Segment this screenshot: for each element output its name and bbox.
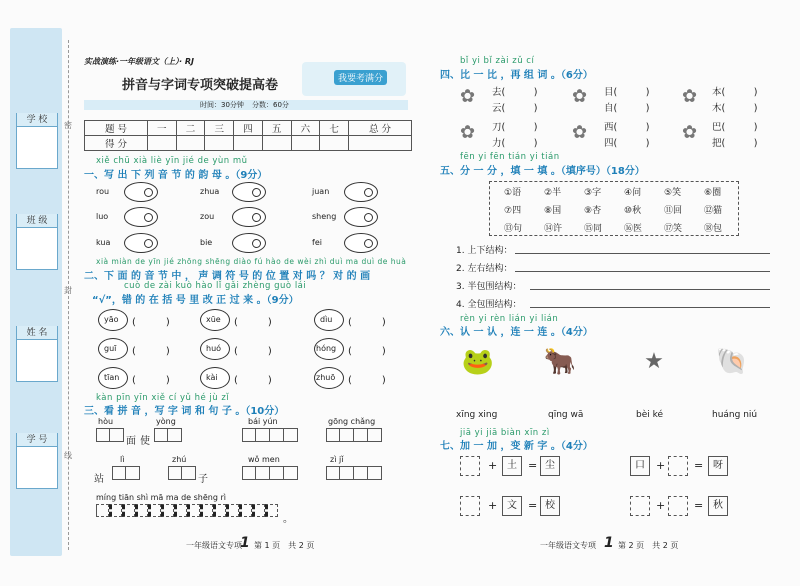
q1-title: 一、写 出 下 列 音 节 的 韵 母 。（9分） xyxy=(84,170,268,181)
student-id-label: 学 号 xyxy=(17,433,57,447)
blank-box[interactable] xyxy=(460,456,480,476)
answer-egg[interactable] xyxy=(344,233,378,253)
char-item: ①语 xyxy=(504,188,522,198)
equals-sign: = xyxy=(694,499,704,512)
blank-box[interactable] xyxy=(460,496,480,516)
table-cell: 总 分 xyxy=(348,121,411,136)
plus-sign: + xyxy=(656,499,666,512)
footer-title: 一年级语文专项 xyxy=(186,541,242,550)
q2-item: dìu xyxy=(320,315,333,324)
q2-answer[interactable]: ( ) xyxy=(132,346,170,357)
q2-answer[interactable]: ( ) xyxy=(234,375,272,386)
q1-pinyin: xiě chū xià liè yīn jié de yùn mǔ xyxy=(96,156,248,166)
equals-sign: = xyxy=(528,499,538,512)
time-label: 时间：30分钟 xyxy=(200,101,244,109)
writing-grid[interactable] xyxy=(96,428,124,442)
q3-char: 子 xyxy=(198,474,208,485)
q7-title: 七、加 一 加 ，变 新 字 。（4分） xyxy=(440,441,593,452)
plus-sign: + xyxy=(488,459,498,472)
table-cell: 题 号 xyxy=(85,121,148,136)
q2-pinyin: xià miàn de yīn jié zhōng shēng diào fú hào de wèi zhì duì ma duì de huà xyxy=(96,257,407,266)
q2-answer[interactable]: ( ) xyxy=(348,317,386,328)
q3-pinyin-word: zì jǐ xyxy=(330,455,344,464)
score-label: 分数：60分 xyxy=(252,101,289,109)
q2-answer[interactable]: ( ) xyxy=(234,317,272,328)
q2-answer[interactable]: ( ) xyxy=(132,375,170,386)
q3-pinyin-word: hòu xyxy=(98,417,114,426)
q4-item[interactable]: 本( ) xyxy=(712,87,758,98)
char-item: ⑪回 xyxy=(664,206,683,216)
info-bar xyxy=(84,100,408,110)
score-cell[interactable] xyxy=(147,136,176,151)
q3-pinyin-word: wǒ men xyxy=(248,455,280,464)
answer-line[interactable] xyxy=(515,244,770,254)
q2-answer[interactable]: ( ) xyxy=(348,346,386,357)
q4-item[interactable]: 自( ) xyxy=(604,103,650,114)
flower-icon: ✿ xyxy=(460,86,476,107)
answer-egg[interactable] xyxy=(232,207,266,227)
table-cell: 六 xyxy=(291,121,320,136)
table-cell: 一 xyxy=(147,121,176,136)
q4-item[interactable]: 把( ) xyxy=(712,138,758,149)
blank-box[interactable] xyxy=(630,496,650,516)
seal-char: 封 xyxy=(64,286,72,295)
table-cell: 三 xyxy=(205,121,234,136)
q6-title: 六、认 一 认 ，连 一 连 。（4分） xyxy=(440,327,593,338)
q4-item[interactable]: 去( ) xyxy=(492,87,538,98)
pinyin-label[interactable]: xīng xing xyxy=(456,410,498,420)
score-cell[interactable] xyxy=(262,136,291,151)
q3-pinyin-word: gōng chǎng xyxy=(328,417,376,426)
flower-icon: ✿ xyxy=(572,122,588,143)
footer-page: 第 2 页 共 2 页 xyxy=(618,541,679,550)
given-char: 口 xyxy=(630,456,650,476)
answer-egg[interactable] xyxy=(232,182,266,202)
score-cell[interactable] xyxy=(320,136,349,151)
plus-sign: + xyxy=(488,499,498,512)
plus-sign: + xyxy=(656,459,666,472)
q1-item: sheng xyxy=(312,212,337,221)
class-label: 班 级 xyxy=(17,214,57,228)
q4-title: 四、比 一 比 ，再 组 词 。（6分） xyxy=(440,70,593,81)
writing-grid[interactable] xyxy=(242,428,298,442)
char-item: ⑮同 xyxy=(584,224,603,234)
q2-item: yāo xyxy=(104,315,119,324)
answer-egg[interactable] xyxy=(124,182,158,202)
char-item: ⑯医 xyxy=(624,224,643,234)
writing-grid[interactable] xyxy=(154,428,182,442)
q3-pinyin-word: yòng xyxy=(156,417,176,426)
q6-pinyin: rèn yi rèn lián yi lián xyxy=(460,314,559,324)
q3-char: 面 xyxy=(126,436,136,447)
q2-answer[interactable]: ( ) xyxy=(348,375,386,386)
q3-pinyin-word: bái yún xyxy=(248,417,278,426)
q1-item: luo xyxy=(96,212,109,221)
blank-box[interactable] xyxy=(668,456,688,476)
shell-icon: 🐚 xyxy=(715,347,749,377)
q3-pinyin: kàn pīn yīn xiě cí yǔ hé jù zǐ xyxy=(96,393,230,403)
writing-grid[interactable] xyxy=(326,466,382,480)
flower-icon: ✿ xyxy=(682,122,698,143)
series-label: 实战演练·一年级语文（上）· RJ xyxy=(84,57,194,66)
banner-label: 我要考满分 xyxy=(334,70,387,85)
ox-icon: 🐂 xyxy=(543,347,577,377)
q2-item: xūe xyxy=(206,315,221,324)
char-item: ⑭许 xyxy=(544,224,563,234)
answer-label: 2. 左右结构： xyxy=(456,264,513,274)
q2-answer[interactable]: ( ) xyxy=(234,346,272,357)
answer-line[interactable] xyxy=(530,280,770,290)
q3-title: 三、看 拼 音 ，写 字 词 和 句 子 。（10分） xyxy=(84,406,285,417)
school-label: 学 校 xyxy=(17,113,57,127)
q5-pinyin: fēn yi fēn tián yi tián xyxy=(460,152,560,162)
char-item: ⑥圈 xyxy=(704,188,722,198)
footer-page: 第 1 页 共 2 页 xyxy=(254,541,315,550)
given-char: 土 xyxy=(502,456,522,476)
q4-item[interactable]: 西( ) xyxy=(604,122,650,133)
pinyin-label[interactable]: huáng niú xyxy=(712,410,758,420)
answer-egg[interactable] xyxy=(124,207,158,227)
answer-egg[interactable] xyxy=(344,182,378,202)
q2-answer[interactable]: ( ) xyxy=(132,317,170,328)
writing-grid[interactable] xyxy=(326,428,382,442)
char-item: ⑧国 xyxy=(544,206,562,216)
q1-item: bie xyxy=(200,238,213,247)
q4-item[interactable]: 四( ) xyxy=(604,138,650,149)
table-cell: 得 分 xyxy=(85,136,148,151)
q7-pinyin: jiā yi jiā biàn xīn zì xyxy=(460,428,550,438)
q4-item[interactable]: 目( ) xyxy=(604,87,650,98)
result-char: 呀 xyxy=(708,456,728,476)
char-item: ③字 xyxy=(584,188,602,198)
page-title: 拼音与字词专项突破提高卷 xyxy=(122,78,279,93)
q4-pinyin: bǐ yi bǐ zài zǔ cí xyxy=(460,56,535,66)
char-item: ④问 xyxy=(624,188,642,198)
equals-sign: = xyxy=(528,459,538,472)
char-item: ⑤笑 xyxy=(664,188,682,198)
footer-number: 1 xyxy=(240,535,250,551)
answer-label: 3. 半包围结构： xyxy=(456,282,522,292)
q3-char: 使 xyxy=(140,436,150,447)
q1-item: zhua xyxy=(200,187,220,196)
table-cell: 七 xyxy=(320,121,349,136)
score-table xyxy=(84,120,412,151)
char-item: ⑰笑 xyxy=(664,224,683,234)
q2-item: huó xyxy=(206,344,222,353)
answer-label: 1. 上下结构： xyxy=(456,246,513,256)
writing-grid[interactable] xyxy=(168,466,196,480)
student-id-field[interactable] xyxy=(16,433,58,489)
answer-egg[interactable] xyxy=(232,233,266,253)
q1-item: fei xyxy=(312,238,322,247)
char-item: ⑬句 xyxy=(504,224,523,234)
q2-title: 二、下 面 的 音 节 中 ， 声 调 符 号 的 位 置 对 吗 ？ 对 的 画 xyxy=(84,271,371,282)
frog-icon: 🐸 xyxy=(461,347,495,377)
q2-item: tīan xyxy=(104,373,120,382)
q3-pinyin-word: lì xyxy=(120,455,125,464)
q2-title-2: “√”，错 的 在 括 号 里 改 正 过 来 。（9分） xyxy=(92,295,299,306)
q4-item[interactable]: 力( ) xyxy=(492,138,538,149)
result-char: 尘 xyxy=(540,456,560,476)
sentence-grid[interactable] xyxy=(96,504,278,517)
q5-title: 五、分 一 分 ，填 一 填 。（填序号）（18分） xyxy=(440,166,645,177)
q1-item: juan xyxy=(312,187,330,196)
score-cell[interactable] xyxy=(291,136,320,151)
blank-box[interactable] xyxy=(668,496,688,516)
q4-item[interactable]: 木( ) xyxy=(712,103,758,114)
answer-line[interactable] xyxy=(530,298,770,308)
table-cell: 四 xyxy=(234,121,263,136)
score-cell[interactable] xyxy=(348,136,411,151)
footer-title: 一年级语文专项 xyxy=(540,541,596,550)
q1-item: rou xyxy=(96,187,110,196)
table-cell: 二 xyxy=(176,121,205,136)
char-item: ②半 xyxy=(544,188,562,198)
q3-sentence-pinyin: míng tiān shì mā ma de shēng rì xyxy=(96,493,226,502)
char-item: ⑦四 xyxy=(504,206,522,216)
flower-icon: ✿ xyxy=(572,86,588,107)
pinyin-label[interactable]: qīng wā xyxy=(548,410,584,420)
score-cell[interactable] xyxy=(234,136,263,151)
writing-grid[interactable] xyxy=(242,466,298,480)
q2-item: zhuō xyxy=(316,373,336,382)
answer-line[interactable] xyxy=(515,262,770,272)
q4-item[interactable]: 巴( ) xyxy=(712,122,758,133)
name-field[interactable] xyxy=(16,326,58,382)
q2-pinyin-2: cuò de zài kuò hào lǐ gǎi zhèng guò lái xyxy=(124,281,307,291)
q2-item: guī xyxy=(104,344,117,353)
footer-number: 1 xyxy=(604,535,614,551)
equals-sign: = xyxy=(694,459,704,472)
result-char: 校 xyxy=(540,496,560,516)
char-item: ⑫猫 xyxy=(704,206,723,216)
answer-label: 4. 全包围结构： xyxy=(456,300,522,310)
q4-item[interactable]: 刀( ) xyxy=(492,122,538,133)
q2-item: hóng xyxy=(316,344,337,353)
flower-icon: ✿ xyxy=(682,86,698,107)
class-field[interactable] xyxy=(16,214,58,270)
flower-icon: ✿ xyxy=(460,122,476,143)
seal-char: 密 xyxy=(64,121,72,130)
char-item: ⑩秋 xyxy=(624,206,642,216)
table-cell: 五 xyxy=(262,121,291,136)
given-char: 文 xyxy=(502,496,522,516)
answer-egg[interactable] xyxy=(124,233,158,253)
character-box xyxy=(489,181,739,236)
q4-item[interactable]: 云( ) xyxy=(492,103,538,114)
sentence-period: 。 xyxy=(283,514,293,525)
star-icon: ★ xyxy=(644,349,664,374)
char-item: ⑱包 xyxy=(704,224,723,234)
header-banner xyxy=(302,62,406,96)
q1-item: kua xyxy=(96,238,111,247)
result-char: 秋 xyxy=(708,496,728,516)
name-label: 姓 名 xyxy=(17,326,57,340)
q2-item: kài xyxy=(206,373,218,382)
score-cell[interactable] xyxy=(176,136,205,151)
answer-egg[interactable] xyxy=(344,207,378,227)
q3-pinyin-word: zhú xyxy=(172,455,187,464)
writing-grid[interactable] xyxy=(112,466,140,480)
seal-char: 线 xyxy=(64,451,72,460)
char-item: ⑨杏 xyxy=(584,206,602,216)
q1-item: zou xyxy=(200,212,215,221)
score-cell[interactable] xyxy=(205,136,234,151)
pinyin-label[interactable]: bèi ké xyxy=(636,410,664,420)
school-field[interactable] xyxy=(16,113,58,169)
q3-char: 站 xyxy=(94,474,104,485)
